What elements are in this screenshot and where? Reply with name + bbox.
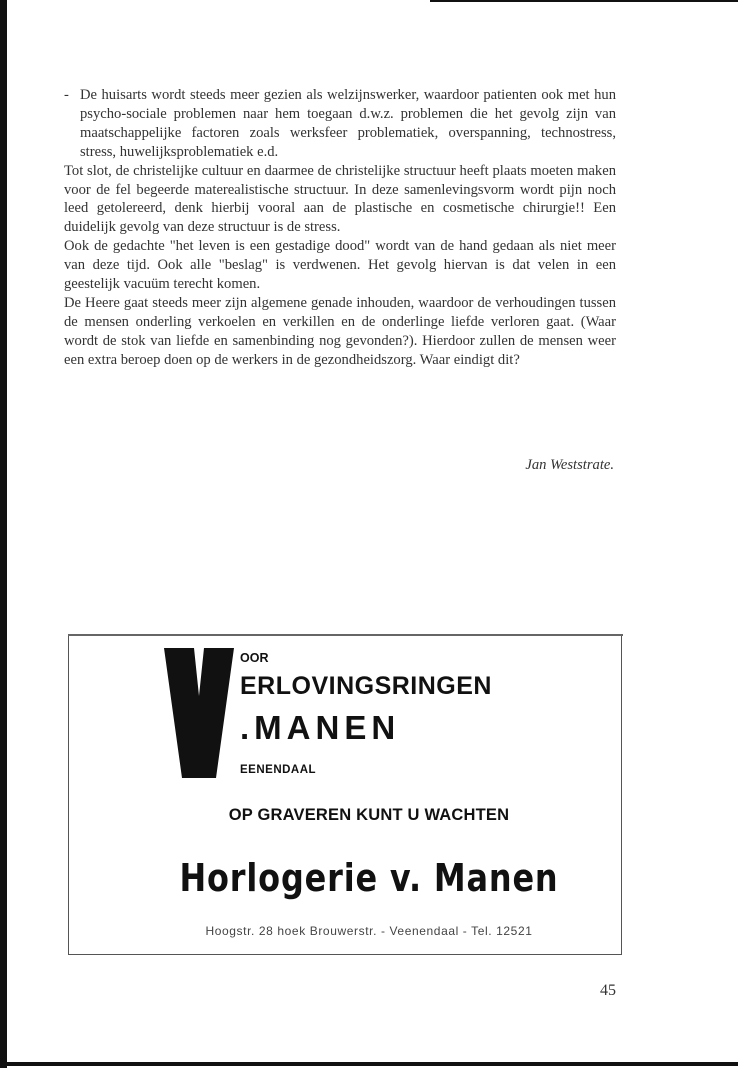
page-number: 45 bbox=[600, 982, 616, 999]
ad-word-manen: .MANEN bbox=[240, 709, 401, 746]
ad-slogan: OP GRAVEREN KUNT U WACHTEN bbox=[228, 806, 510, 824]
ad-word-eenendaal: EENENDAAL bbox=[240, 764, 317, 776]
paragraph-1: Tot slot, de christelijke cultuur en daarmee de christelijke structuur heeft plaats moeten maken voor de fel begeerde materealistische structuur. In deze samenlevingsvorm wordt pijn noch leed getolereerd, denk hierbij vooral aan de plastische en cosmetische chirurgie!! Een duidelijk gevolg van deze structuur is de stress. bbox=[64, 162, 616, 236]
paragraph-3: De Heere gaat steeds meer zijn algemene genade inhouden, waardoor de verhoudingen tussen de mensen onderling verkoelen en verkillen en de onderlinge liefde verloren gaat. (Waar wordt de stok van liefde en samenbinding nog gevonden?). Hierdoor zullen de mensen weer een extra beroep doen op de werkers in de gezondheidszorg. Waar eindigt dit? bbox=[64, 294, 616, 368]
article-body bbox=[64, 86, 616, 370]
big-v-logo bbox=[164, 648, 234, 778]
ad-address: Hoogstr. 28 hoek Brouwerstr. - Veenendaal - Tel. 12521 bbox=[205, 924, 533, 938]
bullet-dash: - bbox=[64, 87, 69, 103]
ad-word-oor: OOR bbox=[240, 651, 269, 665]
bullet-item bbox=[64, 86, 616, 162]
author-signature: Jan Weststrate. bbox=[525, 457, 614, 473]
scan-edge-top bbox=[430, 0, 738, 2]
ad-word-erlovingsringen: ERLOVINGSRINGEN bbox=[240, 672, 492, 700]
ad-shop-name: Horlogerie v. Manen bbox=[179, 856, 559, 900]
scan-edge-bottom bbox=[0, 1062, 738, 1066]
paragraph-2: Ook de gedachte "het leven is een gestadige dood" wordt van de hand gedaan als niet meer van deze tijd. Ook alle "beslag" is verdwenen. Het gevolg hiervan is dat velen in een geestelijk vacuüm terecht komen. bbox=[64, 238, 616, 293]
bullet-text: De huisarts wordt steeds meer gezien als welzijnswerker, waardoor patienten ook met hun psycho-sociale problemen naar hem toegaan d.w.z. problemen die het gevolg zijn van maatschappelijke factoren zoals werksfeer problematiek, overspanning, technostress, stress, huwelijksproblematiek e.d. bbox=[80, 87, 616, 160]
scan-edge-left bbox=[0, 0, 7, 1068]
